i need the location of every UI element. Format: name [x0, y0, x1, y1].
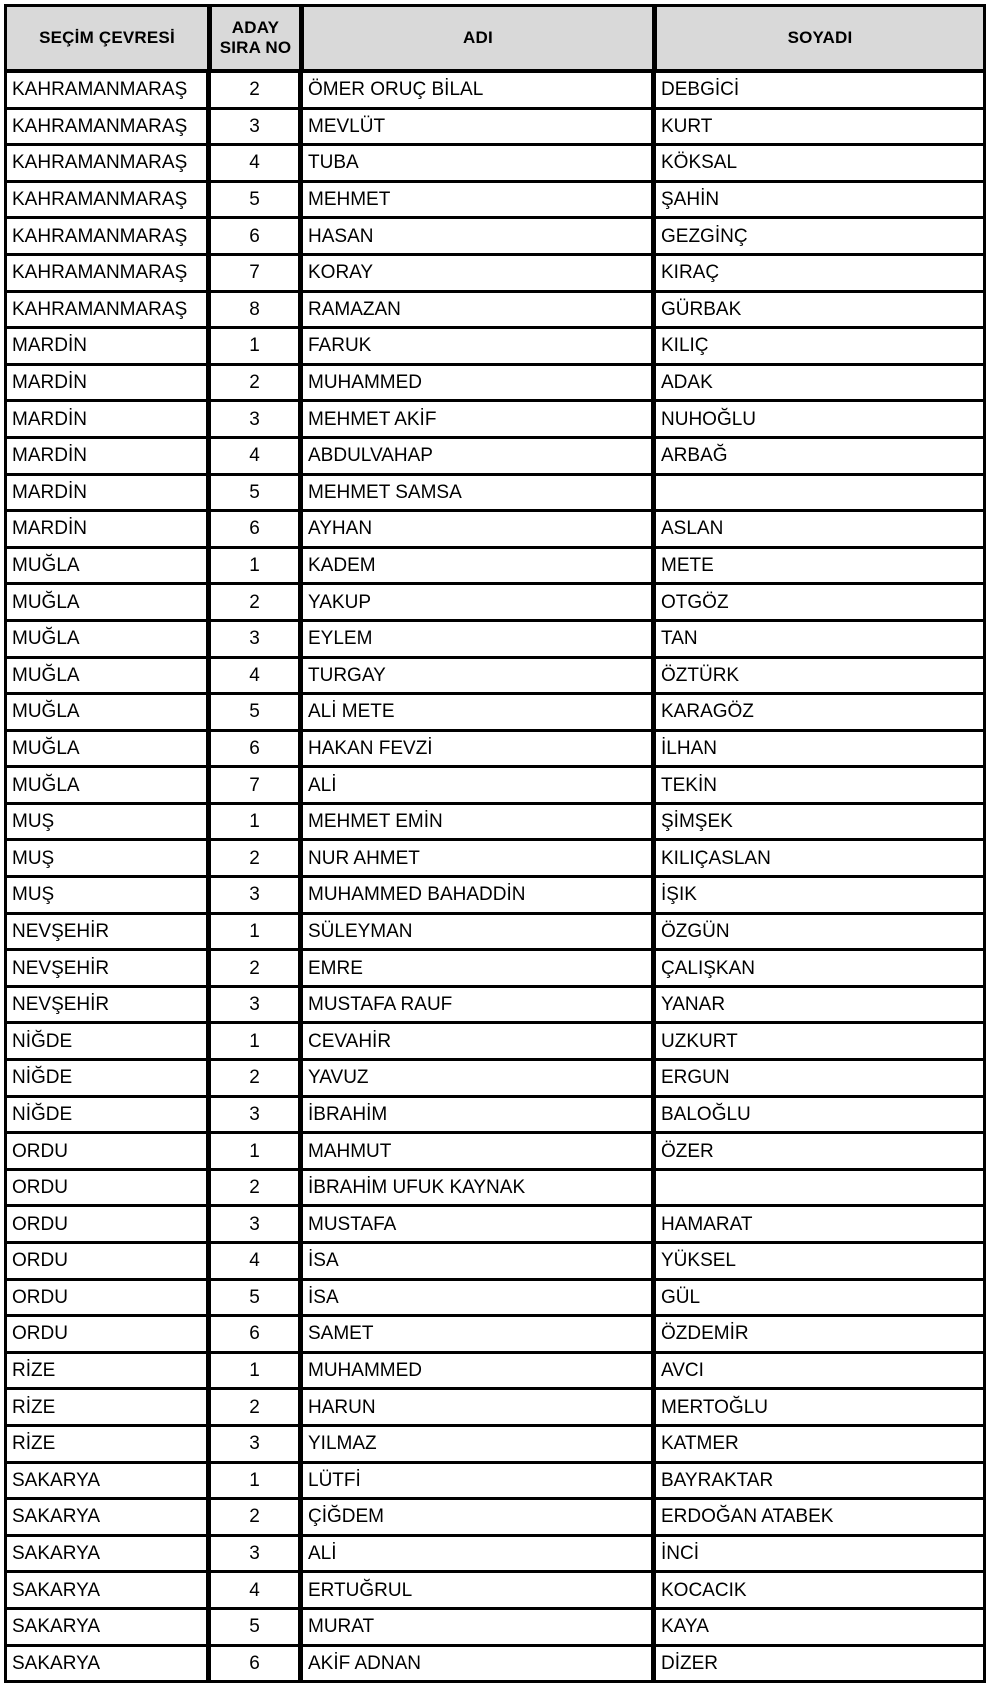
table-row — [4, 1207, 986, 1244]
cell-first-name: YILMAZ — [301, 1427, 654, 1464]
cell-electoral-district: NİĞDE — [4, 1024, 209, 1061]
cell-first-name: EMRE — [301, 951, 654, 988]
cell-candidate-order-no: 1 — [209, 1354, 301, 1391]
cell-first-name: ERTUĞRUL — [301, 1573, 654, 1610]
cell-electoral-district: MUĞLA — [4, 549, 209, 586]
table-row — [4, 549, 986, 586]
column-header-name — [301, 4, 654, 73]
cell-candidate-order-no: 1 — [209, 915, 301, 952]
table-row — [4, 110, 986, 147]
cell-first-name: MEHMET EMİN — [301, 805, 654, 842]
cell-surname: ARBAĞ — [654, 439, 986, 476]
cell-electoral-district: MARDİN — [4, 512, 209, 549]
column-header-name-label: ADI — [463, 27, 493, 47]
cell-surname: KIRAÇ — [654, 256, 986, 293]
cell-electoral-district: MUŞ — [4, 841, 209, 878]
cell-surname — [654, 476, 986, 513]
cell-electoral-district: SAKARYA — [4, 1573, 209, 1610]
table-row — [4, 1390, 986, 1427]
table-row — [4, 1464, 986, 1501]
cell-first-name: MAHMUT — [301, 1134, 654, 1171]
cell-electoral-district: MARDİN — [4, 402, 209, 439]
cell-surname: ŞİMŞEK — [654, 805, 986, 842]
cell-first-name: ALİ METE — [301, 695, 654, 732]
table-row — [4, 1244, 986, 1281]
cell-candidate-order-no: 3 — [209, 622, 301, 659]
cell-first-name: TUBA — [301, 146, 654, 183]
column-header-surname — [654, 4, 986, 73]
cell-surname: GÜRBAK — [654, 293, 986, 330]
cell-candidate-order-no: 2 — [209, 1390, 301, 1427]
column-header-district-label: SEÇİM ÇEVRESİ — [39, 27, 175, 47]
table-row — [4, 1171, 986, 1208]
cell-electoral-district: NEVŞEHİR — [4, 915, 209, 952]
cell-electoral-district: MUĞLA — [4, 695, 209, 732]
cell-electoral-district: MUŞ — [4, 805, 209, 842]
cell-electoral-district: MUĞLA — [4, 585, 209, 622]
cell-candidate-order-no: 4 — [209, 439, 301, 476]
cell-candidate-order-no: 2 — [209, 366, 301, 403]
cell-candidate-order-no: 5 — [209, 1281, 301, 1318]
cell-electoral-district: ORDU — [4, 1244, 209, 1281]
table-row — [4, 1024, 986, 1061]
cell-candidate-order-no: 5 — [209, 476, 301, 513]
table-row — [4, 183, 986, 220]
cell-surname: KARAGÖZ — [654, 695, 986, 732]
cell-candidate-order-no: 2 — [209, 841, 301, 878]
cell-first-name: NUR AHMET — [301, 841, 654, 878]
cell-candidate-order-no: 2 — [209, 585, 301, 622]
cell-candidate-order-no: 1 — [209, 1024, 301, 1061]
cell-surname: YÜKSEL — [654, 1244, 986, 1281]
cell-surname: ŞAHİN — [654, 183, 986, 220]
table-row — [4, 439, 986, 476]
cell-first-name: CEVAHİR — [301, 1024, 654, 1061]
table-row — [4, 1098, 986, 1135]
cell-electoral-district: RİZE — [4, 1354, 209, 1391]
cell-surname: ASLAN — [654, 512, 986, 549]
cell-surname: KATMER — [654, 1427, 986, 1464]
cell-first-name: ÇİĞDEM — [301, 1500, 654, 1537]
table-row — [4, 1610, 986, 1647]
cell-electoral-district: ORDU — [4, 1281, 209, 1318]
table-row — [4, 695, 986, 732]
cell-first-name: SÜLEYMAN — [301, 915, 654, 952]
column-header-district — [4, 4, 209, 73]
cell-surname: ÖZDEMİR — [654, 1317, 986, 1354]
cell-electoral-district: KAHRAMANMARAŞ — [4, 110, 209, 147]
cell-candidate-order-no: 3 — [209, 1098, 301, 1135]
cell-electoral-district: NİĞDE — [4, 1098, 209, 1135]
cell-candidate-order-no: 7 — [209, 256, 301, 293]
cell-surname: KILIÇASLAN — [654, 841, 986, 878]
cell-candidate-order-no: 5 — [209, 183, 301, 220]
cell-surname: HAMARAT — [654, 1207, 986, 1244]
cell-electoral-district: MARDİN — [4, 366, 209, 403]
cell-surname: MERTOĞLU — [654, 1390, 986, 1427]
cell-surname: AVCI — [654, 1354, 986, 1391]
cell-candidate-order-no: 3 — [209, 1537, 301, 1574]
cell-candidate-order-no: 3 — [209, 402, 301, 439]
cell-electoral-district: NEVŞEHİR — [4, 951, 209, 988]
cell-first-name: HASAN — [301, 219, 654, 256]
cell-candidate-order-no: 2 — [209, 1500, 301, 1537]
column-header-order — [209, 4, 301, 73]
table-row — [4, 1134, 986, 1171]
cell-electoral-district: KAHRAMANMARAŞ — [4, 73, 209, 110]
table-row — [4, 1427, 986, 1464]
cell-candidate-order-no: 2 — [209, 951, 301, 988]
table-row — [4, 988, 986, 1025]
cell-surname: TAN — [654, 622, 986, 659]
cell-electoral-district: ORDU — [4, 1207, 209, 1244]
table-row — [4, 622, 986, 659]
cell-first-name: MUSTAFA — [301, 1207, 654, 1244]
cell-first-name: HARUN — [301, 1390, 654, 1427]
table-row — [4, 841, 986, 878]
table-row — [4, 1061, 986, 1098]
cell-electoral-district: ORDU — [4, 1134, 209, 1171]
table-header-row — [4, 4, 986, 73]
cell-first-name: MURAT — [301, 1610, 654, 1647]
cell-candidate-order-no: 5 — [209, 1610, 301, 1647]
table-header — [4, 4, 986, 73]
cell-electoral-district: NİĞDE — [4, 1061, 209, 1098]
cell-electoral-district: SAKARYA — [4, 1464, 209, 1501]
cell-first-name: İBRAHİM UFUK KAYNAK — [301, 1171, 654, 1208]
cell-candidate-order-no: 3 — [209, 1207, 301, 1244]
cell-surname: ÖZER — [654, 1134, 986, 1171]
cell-surname: METE — [654, 549, 986, 586]
cell-candidate-order-no: 3 — [209, 988, 301, 1025]
cell-first-name: MUHAMMED BAHADDİN — [301, 878, 654, 915]
table-row — [4, 1537, 986, 1574]
cell-first-name: YAKUP — [301, 585, 654, 622]
cell-electoral-district: SAKARYA — [4, 1537, 209, 1574]
cell-candidate-order-no: 6 — [209, 512, 301, 549]
table-row — [4, 73, 986, 110]
column-header-order-label-line2: SIRA NO — [219, 38, 292, 57]
cell-electoral-district: MUĞLA — [4, 622, 209, 659]
cell-electoral-district: SAKARYA — [4, 1500, 209, 1537]
cell-first-name: RAMAZAN — [301, 293, 654, 330]
cell-first-name: MEHMET SAMSA — [301, 476, 654, 513]
cell-first-name: TURGAY — [301, 659, 654, 696]
cell-candidate-order-no: 6 — [209, 219, 301, 256]
cell-electoral-district: SAKARYA — [4, 1647, 209, 1683]
cell-first-name: ALİ — [301, 768, 654, 805]
cell-surname: GÜL — [654, 1281, 986, 1318]
cell-candidate-order-no: 3 — [209, 1427, 301, 1464]
cell-first-name: MEHMET AKİF — [301, 402, 654, 439]
cell-first-name: KADEM — [301, 549, 654, 586]
table-row — [4, 732, 986, 769]
cell-first-name: LÜTFİ — [301, 1464, 654, 1501]
cell-surname: KOCACIK — [654, 1573, 986, 1610]
cell-electoral-district: MUĞLA — [4, 659, 209, 696]
table-row — [4, 329, 986, 366]
cell-electoral-district: ORDU — [4, 1317, 209, 1354]
table-row — [4, 366, 986, 403]
cell-surname: KAYA — [654, 1610, 986, 1647]
cell-candidate-order-no: 4 — [209, 1244, 301, 1281]
cell-surname: TEKİN — [654, 768, 986, 805]
table-row — [4, 1281, 986, 1318]
table-row — [4, 585, 986, 622]
table-row — [4, 219, 986, 256]
column-header-surname-label: SOYADI — [787, 27, 853, 47]
table-row — [4, 146, 986, 183]
cell-first-name: ABDULVAHAP — [301, 439, 654, 476]
cell-surname: ÖZGÜN — [654, 915, 986, 952]
cell-candidate-order-no: 4 — [209, 659, 301, 696]
cell-candidate-order-no: 3 — [209, 110, 301, 147]
cell-electoral-district: MARDİN — [4, 329, 209, 366]
cell-electoral-district: KAHRAMANMARAŞ — [4, 146, 209, 183]
table-row — [4, 1647, 986, 1683]
column-header-order-label-line1: ADAY — [231, 17, 280, 37]
cell-electoral-district: MUĞLA — [4, 732, 209, 769]
cell-surname: İLHAN — [654, 732, 986, 769]
cell-candidate-order-no: 7 — [209, 768, 301, 805]
cell-surname: ÇALIŞKAN — [654, 951, 986, 988]
table-row — [4, 915, 986, 952]
cell-candidate-order-no: 6 — [209, 1647, 301, 1683]
cell-surname: İNCİ — [654, 1537, 986, 1574]
cell-first-name: SAMET — [301, 1317, 654, 1354]
table-row — [4, 805, 986, 842]
table-row — [4, 1317, 986, 1354]
table-row — [4, 476, 986, 513]
cell-candidate-order-no: 1 — [209, 329, 301, 366]
cell-electoral-district: NEVŞEHİR — [4, 988, 209, 1025]
cell-electoral-district: KAHRAMANMARAŞ — [4, 219, 209, 256]
cell-candidate-order-no: 6 — [209, 1317, 301, 1354]
table-row — [4, 659, 986, 696]
cell-first-name: FARUK — [301, 329, 654, 366]
table-row — [4, 951, 986, 988]
cell-first-name: MUHAMMED — [301, 1354, 654, 1391]
cell-surname: DEBGİCİ — [654, 73, 986, 110]
cell-candidate-order-no: 8 — [209, 293, 301, 330]
cell-candidate-order-no: 1 — [209, 1134, 301, 1171]
cell-electoral-district: MUĞLA — [4, 768, 209, 805]
cell-surname: ERDOĞAN ATABEK — [654, 1500, 986, 1537]
cell-electoral-district: RİZE — [4, 1427, 209, 1464]
cell-first-name: EYLEM — [301, 622, 654, 659]
cell-first-name: HAKAN FEVZİ — [301, 732, 654, 769]
table-row — [4, 402, 986, 439]
cell-surname: İŞIK — [654, 878, 986, 915]
cell-electoral-district: MARDİN — [4, 476, 209, 513]
cell-first-name: İSA — [301, 1281, 654, 1318]
cell-candidate-order-no: 1 — [209, 805, 301, 842]
cell-surname — [654, 1171, 986, 1208]
cell-surname: GEZGİNÇ — [654, 219, 986, 256]
cell-candidate-order-no: 4 — [209, 1573, 301, 1610]
candidate-list-table — [4, 4, 986, 1683]
cell-surname: KURT — [654, 110, 986, 147]
cell-surname: NUHOĞLU — [654, 402, 986, 439]
table-body — [4, 73, 986, 1683]
cell-electoral-district: KAHRAMANMARAŞ — [4, 256, 209, 293]
cell-surname: DİZER — [654, 1647, 986, 1683]
table-row — [4, 878, 986, 915]
cell-first-name: KORAY — [301, 256, 654, 293]
cell-surname: BAYRAKTAR — [654, 1464, 986, 1501]
table-row — [4, 1573, 986, 1610]
cell-first-name: İBRAHİM — [301, 1098, 654, 1135]
cell-surname: ERGUN — [654, 1061, 986, 1098]
cell-surname: YANAR — [654, 988, 986, 1025]
cell-first-name: MUHAMMED — [301, 366, 654, 403]
cell-surname: BALOĞLU — [654, 1098, 986, 1135]
cell-candidate-order-no: 4 — [209, 146, 301, 183]
table-row — [4, 768, 986, 805]
table-row — [4, 512, 986, 549]
cell-first-name: MUSTAFA RAUF — [301, 988, 654, 1025]
table-row — [4, 1354, 986, 1391]
cell-surname: OTGÖZ — [654, 585, 986, 622]
cell-electoral-district: ORDU — [4, 1171, 209, 1208]
cell-candidate-order-no: 3 — [209, 878, 301, 915]
cell-electoral-district: MUŞ — [4, 878, 209, 915]
cell-electoral-district: MARDİN — [4, 439, 209, 476]
cell-first-name: AYHAN — [301, 512, 654, 549]
cell-candidate-order-no: 2 — [209, 73, 301, 110]
table-row — [4, 1500, 986, 1537]
cell-surname: KÖKSAL — [654, 146, 986, 183]
cell-first-name: ÖMER ORUÇ BİLAL — [301, 73, 654, 110]
cell-surname: UZKURT — [654, 1024, 986, 1061]
cell-candidate-order-no: 5 — [209, 695, 301, 732]
table-row — [4, 256, 986, 293]
cell-surname: KILIÇ — [654, 329, 986, 366]
cell-electoral-district: RİZE — [4, 1390, 209, 1427]
cell-candidate-order-no: 1 — [209, 549, 301, 586]
cell-candidate-order-no: 2 — [209, 1061, 301, 1098]
cell-electoral-district: KAHRAMANMARAŞ — [4, 183, 209, 220]
cell-electoral-district: SAKARYA — [4, 1610, 209, 1647]
cell-first-name: YAVUZ — [301, 1061, 654, 1098]
table-row — [4, 293, 986, 330]
cell-candidate-order-no: 2 — [209, 1171, 301, 1208]
cell-first-name: ALİ — [301, 1537, 654, 1574]
cell-first-name: İSA — [301, 1244, 654, 1281]
cell-candidate-order-no: 6 — [209, 732, 301, 769]
cell-first-name: AKİF ADNAN — [301, 1647, 654, 1683]
cell-first-name: MEVLÜT — [301, 110, 654, 147]
cell-candidate-order-no: 1 — [209, 1464, 301, 1501]
cell-surname: ADAK — [654, 366, 986, 403]
cell-electoral-district: KAHRAMANMARAŞ — [4, 293, 209, 330]
cell-first-name: MEHMET — [301, 183, 654, 220]
cell-surname: ÖZTÜRK — [654, 659, 986, 696]
